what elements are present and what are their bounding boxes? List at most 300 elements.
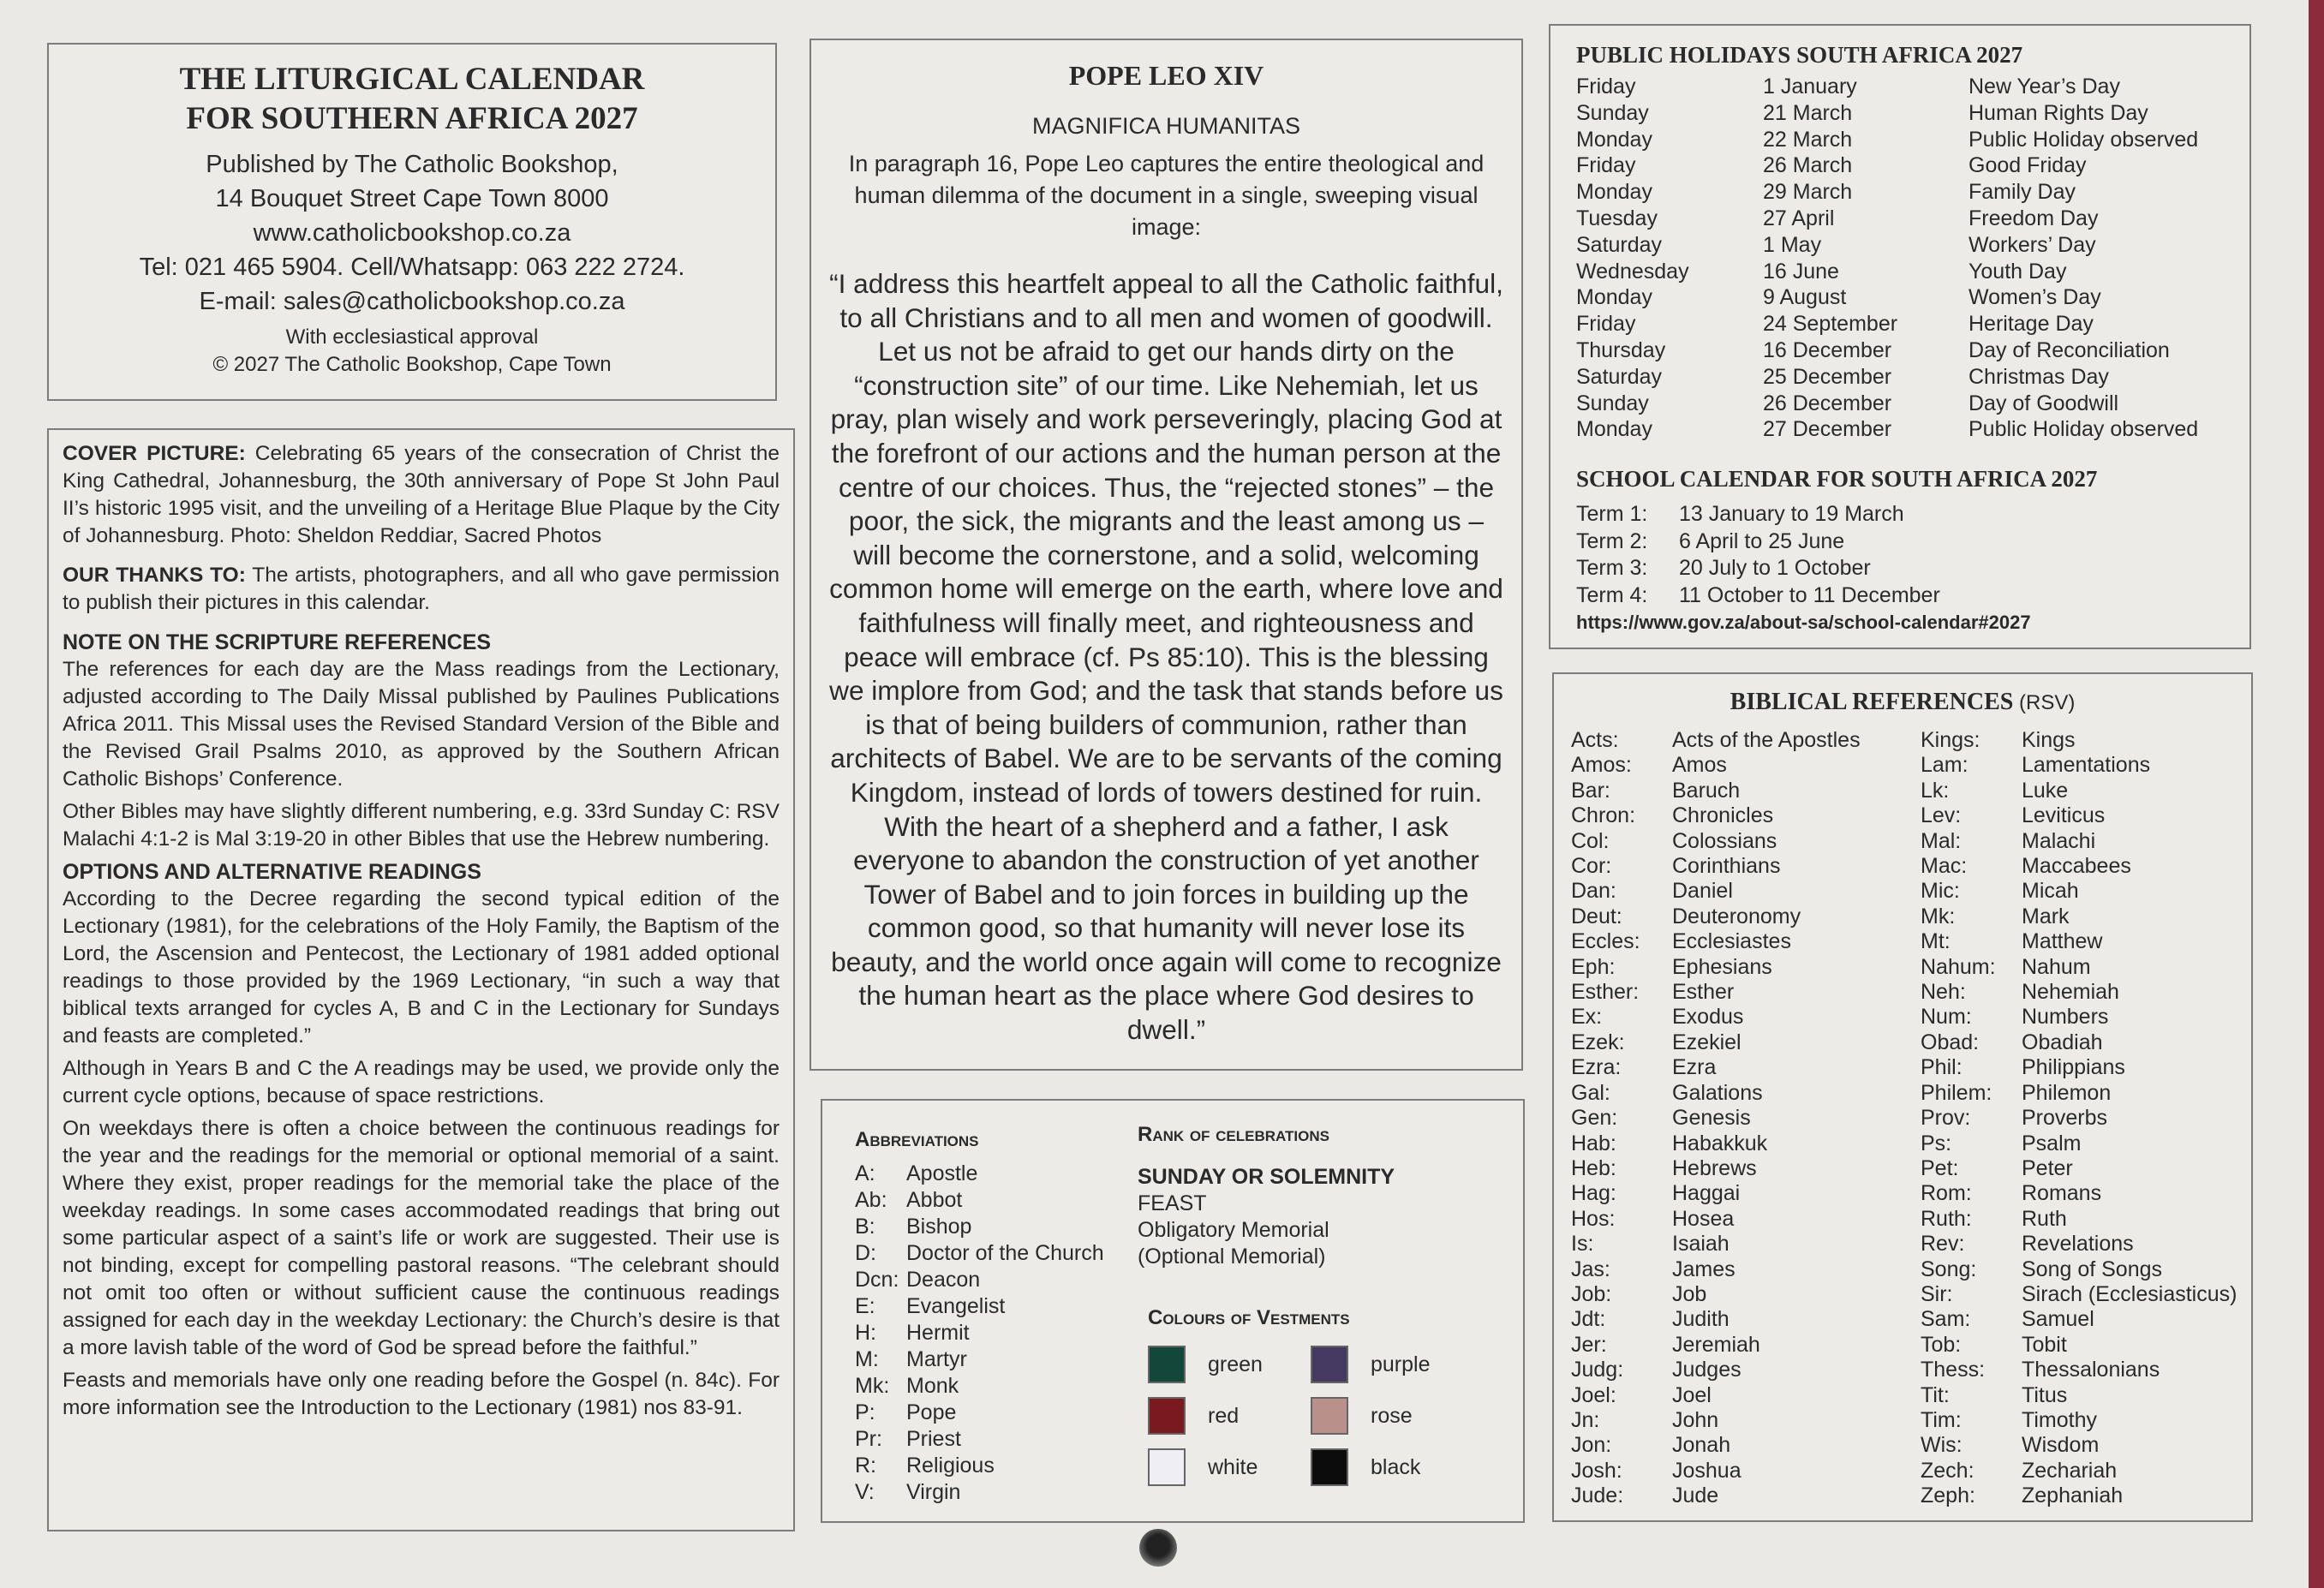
holidays-title: PUBLIC HOLIDAYS SOUTH AFRICA 2027 bbox=[1576, 42, 2023, 68]
book-row bbox=[1571, 1307, 1921, 1332]
abbreviation-row bbox=[855, 1400, 1146, 1426]
holiday-day: Wednesday bbox=[1576, 259, 1689, 284]
book-abbreviation: Zeph: bbox=[1921, 1484, 1975, 1508]
abbreviation-value: Virgin bbox=[906, 1480, 961, 1504]
term-dates: 11 October to 11 December bbox=[1679, 582, 1940, 607]
abbreviation-key: Mk: bbox=[855, 1374, 890, 1398]
abbreviation-row bbox=[855, 1161, 1146, 1187]
book-abbreviation: Bar: bbox=[1571, 778, 1610, 803]
abbreviation-key: A: bbox=[855, 1161, 875, 1185]
book-name: Genesis bbox=[1672, 1106, 1751, 1131]
pope-intro: In paragraph 16, Pope Leo captures the entire theological and human dilemma of the document in a single, sweeping visual image: bbox=[848, 151, 1485, 240]
book-row bbox=[1921, 1433, 2263, 1458]
options-paragraph-3: On weekdays there is often a choice between the continuous readings for the year and the readings for the memorial or optional memorial of a saint. Where they exist, proper readings for the memorial take the place of the weekday readings. In some cases accommodated readings that bring out some particular aspect of a saint’s life or work are suggested. Their use is not binding, except for compelling pastoral reasons. “The celebrant should not omit too often or without sufficient cause the continuous readings assigned for each day in the weekday Lectionary: the Church’s desire is that a more lavish table of the word of God be spread before the faithful.” bbox=[63, 1117, 780, 1359]
holiday-name: Family Day bbox=[1969, 180, 2076, 205]
colour-label: rose bbox=[1371, 1403, 1413, 1428]
holiday-date: 29 March bbox=[1763, 180, 1853, 205]
document-title: MAGNIFICA HUMANITAS bbox=[1031, 113, 1301, 139]
book-abbreviation: Jude: bbox=[1571, 1484, 1624, 1508]
colour-label: white bbox=[1208, 1454, 1258, 1479]
holiday-day: Saturday bbox=[1576, 364, 1663, 389]
abbreviation-key: Ab: bbox=[855, 1188, 887, 1212]
book-row bbox=[1921, 1408, 2263, 1433]
book-name: Exodus bbox=[1672, 1005, 1744, 1030]
book-row bbox=[1571, 803, 1921, 828]
book-row bbox=[1921, 753, 2263, 778]
term-dates: 6 April to 25 June bbox=[1679, 528, 1845, 553]
rank-obligatory: Obligatory Memorial bbox=[1138, 1218, 1329, 1242]
book-row bbox=[1571, 980, 1921, 1005]
book-abbreviation: Judg: bbox=[1571, 1358, 1624, 1382]
thanks-heading: OUR THANKS TO: bbox=[63, 564, 246, 587]
book-name: Lamentations bbox=[2022, 753, 2151, 778]
book-abbreviation: Tob: bbox=[1921, 1332, 1962, 1357]
calendar-edge bbox=[2309, 0, 2324, 1588]
bible-version: (RSV) bbox=[2013, 691, 2076, 714]
book-row bbox=[1921, 829, 2263, 854]
biblical-title-text: BIBLICAL REFERENCES bbox=[1730, 689, 2014, 715]
book-name: Timothy bbox=[2022, 1407, 2097, 1432]
book-row bbox=[1921, 1484, 2263, 1508]
thanks-note bbox=[63, 562, 780, 617]
book-abbreviation: Dan: bbox=[1571, 879, 1616, 904]
rank-optional: (Optional Memorial) bbox=[1138, 1245, 1326, 1269]
book-name: Song of Songs bbox=[2022, 1257, 2163, 1281]
book-abbreviation: Hab: bbox=[1571, 1131, 1616, 1155]
book-row bbox=[1571, 1156, 1921, 1181]
abbreviation-value: Abbot bbox=[906, 1188, 963, 1212]
book-name: Zechariah bbox=[2022, 1458, 2118, 1483]
school-title: SCHOOL CALENDAR FOR SOUTH AFRICA 2027 bbox=[1576, 466, 2098, 493]
book-name: Judges bbox=[1672, 1358, 1742, 1382]
pope-box bbox=[810, 39, 1523, 1071]
holiday-day: Thursday bbox=[1576, 337, 1666, 362]
vestment-colour-rose bbox=[1311, 1390, 1473, 1442]
book-name: Colossians bbox=[1672, 828, 1777, 853]
book-row bbox=[1571, 854, 1921, 879]
school-term-row bbox=[1576, 528, 2224, 556]
copyright-note: © 2027 The Catholic Bookshop, Cape Town bbox=[212, 353, 612, 376]
book-name: Psalm bbox=[2022, 1131, 2082, 1155]
book-name: Galations bbox=[1672, 1080, 1763, 1105]
holiday-day: Friday bbox=[1576, 312, 1636, 337]
book-abbreviation: Eph: bbox=[1571, 954, 1616, 979]
book-name: Hosea bbox=[1672, 1206, 1735, 1231]
book-abbreviation: Hos: bbox=[1571, 1206, 1616, 1231]
abbreviation-value: Priest bbox=[906, 1427, 961, 1451]
book-abbreviation: Acts: bbox=[1571, 728, 1619, 752]
book-name: Wisdom bbox=[2022, 1433, 2100, 1458]
book-abbreviation: Lam: bbox=[1921, 753, 1969, 778]
book-name: Haggai bbox=[1672, 1181, 1741, 1206]
book-row bbox=[1571, 1459, 1921, 1484]
colours-section bbox=[1148, 1306, 1508, 1493]
book-row bbox=[1921, 1459, 2263, 1484]
holiday-date: 22 March bbox=[1763, 127, 1853, 152]
holiday-day: Monday bbox=[1576, 127, 1652, 152]
vestment-colour-purple bbox=[1311, 1339, 1473, 1390]
holiday-day: Monday bbox=[1576, 417, 1652, 442]
holiday-name: Public Holiday observed bbox=[1969, 127, 2199, 152]
abbreviation-value: Hermit bbox=[906, 1321, 970, 1345]
cover-picture-text: Celebrating 65 years of the consecration of Christ the King Cathedral, Johannesburg, the 30th anniversary of Pope St John Paul II’s historic 1995 visit, and the unveiling of a Heritage Blue Plaque by the City of Johannesburg. Photo: Sheldon Reddiar, Sacred Photos bbox=[63, 442, 780, 547]
book-name: Jude bbox=[1672, 1484, 1719, 1508]
book-row bbox=[1571, 929, 1921, 954]
biblical-references-box bbox=[1552, 672, 2253, 1522]
colour-swatch bbox=[1311, 1448, 1348, 1486]
book-name: Habakkuk bbox=[1672, 1131, 1768, 1155]
abbreviation-value: Bishop bbox=[906, 1215, 972, 1239]
book-abbreviation: Tim: bbox=[1921, 1407, 1962, 1432]
colour-swatches bbox=[1148, 1339, 1508, 1493]
book-abbreviation: Jn: bbox=[1571, 1407, 1600, 1432]
abbreviation-value: Deacon bbox=[906, 1268, 981, 1292]
book-row bbox=[1571, 1383, 1921, 1408]
book-row bbox=[1571, 1358, 1921, 1382]
book-row bbox=[1571, 955, 1921, 980]
colour-label: purple bbox=[1371, 1352, 1431, 1376]
book-name: Romans bbox=[2022, 1181, 2102, 1206]
book-abbreviation: Nahum: bbox=[1921, 954, 1996, 979]
book-abbreviation: Mal: bbox=[1921, 828, 1962, 853]
holiday-name: New Year’s Day bbox=[1969, 75, 2120, 99]
book-row bbox=[1571, 1207, 1921, 1232]
book-row bbox=[1921, 1207, 2263, 1232]
book-row bbox=[1571, 829, 1921, 854]
book-row bbox=[1571, 1333, 1921, 1358]
book-name: Micah bbox=[2022, 879, 2079, 904]
book-abbreviation: Song: bbox=[1921, 1257, 1977, 1281]
book-abbreviation: Ezek: bbox=[1571, 1030, 1625, 1054]
book-row bbox=[1571, 1055, 1921, 1080]
abbreviation-key: H: bbox=[855, 1321, 876, 1345]
book-name: Isaiah bbox=[1672, 1232, 1730, 1257]
book-name: Zephaniah bbox=[2022, 1484, 2124, 1508]
publisher-name: Published by The Catholic Bookshop, bbox=[206, 151, 618, 178]
school-term-row bbox=[1576, 582, 2224, 610]
abbreviation-value: Pope bbox=[906, 1400, 957, 1424]
book-abbreviation: Rev: bbox=[1921, 1232, 1965, 1257]
abbreviation-key: M: bbox=[855, 1347, 879, 1371]
abbreviation-key: B: bbox=[855, 1215, 875, 1239]
book-row bbox=[1921, 1005, 2263, 1030]
holiday-date: 25 December bbox=[1763, 364, 1892, 389]
book-row bbox=[1921, 1081, 2263, 1106]
books-column-2 bbox=[1921, 728, 2263, 1509]
book-row bbox=[1571, 728, 1921, 753]
abbreviation-row bbox=[855, 1240, 1146, 1267]
term-label: Term 4: bbox=[1576, 582, 1648, 607]
book-abbreviation: Col: bbox=[1571, 828, 1610, 853]
holiday-name: Christmas Day bbox=[1969, 364, 2109, 389]
book-name: Daniel bbox=[1672, 879, 1733, 904]
book-abbreviation: Philem: bbox=[1921, 1080, 1992, 1105]
book-name: Amos bbox=[1672, 753, 1727, 778]
options-heading: OPTIONS AND ALTERNATIVE READINGS bbox=[63, 860, 481, 884]
book-row bbox=[1571, 1484, 1921, 1508]
book-row bbox=[1921, 1181, 2263, 1206]
book-name: Sirach (Ecclesiasticus) bbox=[2022, 1281, 2237, 1306]
holiday-day: Saturday bbox=[1576, 232, 1663, 257]
book-abbreviation: Job: bbox=[1571, 1281, 1612, 1306]
book-name: Baruch bbox=[1672, 778, 1741, 803]
book-row bbox=[1571, 1408, 1921, 1433]
book-name: Peter bbox=[2022, 1155, 2073, 1180]
colours-heading: Colours of Vestments bbox=[1148, 1306, 1350, 1329]
publisher-phone: Tel: 021 465 5904. Cell/Whatsapp: 063 222 2724. bbox=[139, 254, 685, 281]
book-abbreviation: Amos: bbox=[1571, 753, 1632, 778]
abbreviation-value: Monk bbox=[906, 1374, 959, 1398]
notes-box bbox=[47, 428, 795, 1531]
publisher-email[interactable]: E-mail: sales@catholicbookshop.co.za bbox=[199, 288, 625, 315]
book-abbreviation: Josh: bbox=[1571, 1458, 1622, 1483]
book-abbreviation: Tit: bbox=[1921, 1382, 1950, 1407]
book-name: Revelations bbox=[2022, 1232, 2134, 1257]
colour-label: black bbox=[1371, 1454, 1421, 1479]
book-name: John bbox=[1672, 1407, 1719, 1432]
holiday-date: 9 August bbox=[1763, 285, 1847, 310]
biblical-references-list bbox=[1571, 728, 2237, 1509]
book-name: Acts of the Apostles bbox=[1672, 728, 1861, 752]
term-label: Term 2: bbox=[1576, 528, 1648, 553]
book-row bbox=[1921, 1232, 2263, 1257]
abbreviation-row bbox=[855, 1293, 1146, 1320]
book-abbreviation: Gal: bbox=[1571, 1080, 1610, 1105]
term-label: Term 3: bbox=[1576, 556, 1648, 581]
book-abbreviation: Kings: bbox=[1921, 728, 1980, 752]
book-name: Malachi bbox=[2022, 828, 2096, 853]
holiday-date: 21 March bbox=[1763, 100, 1853, 125]
colour-label: green bbox=[1208, 1352, 1263, 1376]
abbreviation-row bbox=[855, 1320, 1146, 1346]
book-name: Thessalonians bbox=[2022, 1358, 2160, 1382]
book-row bbox=[1571, 1005, 1921, 1030]
book-abbreviation: Joel: bbox=[1571, 1382, 1616, 1407]
holidays-box bbox=[1549, 24, 2251, 649]
book-abbreviation: Ex: bbox=[1571, 1005, 1603, 1030]
book-abbreviation: Ps: bbox=[1921, 1131, 1952, 1155]
abbreviation-value: Doctor of the Church bbox=[906, 1241, 1104, 1265]
book-abbreviation: Jas: bbox=[1571, 1257, 1610, 1281]
book-row bbox=[1921, 1333, 2263, 1358]
book-name: Job bbox=[1672, 1281, 1707, 1306]
abbreviation-row bbox=[855, 1373, 1146, 1400]
book-name: Samuel bbox=[2022, 1307, 2094, 1332]
options-paragraph-4: Feasts and memorials have only one reading before the Gospel (n. 84c). For more information see the Introduction to the Lectionary (1981) nos 83-91. bbox=[63, 1369, 780, 1419]
holiday-name: Public Holiday observed bbox=[1969, 417, 2199, 442]
approval-note: With ecclesiastical approval bbox=[285, 325, 539, 349]
book-row bbox=[1571, 1030, 1921, 1055]
book-name: Ecclesiastes bbox=[1672, 929, 1791, 954]
abbreviation-row bbox=[855, 1267, 1146, 1293]
holiday-name: Day of Goodwill bbox=[1969, 391, 2119, 415]
book-row bbox=[1921, 803, 2263, 828]
book-row bbox=[1571, 1282, 1921, 1307]
cover-picture-heading: COVER PICTURE: bbox=[63, 442, 246, 465]
book-row bbox=[1921, 854, 2263, 879]
book-row bbox=[1571, 904, 1921, 929]
book-row bbox=[1921, 929, 2263, 954]
book-row bbox=[1571, 1232, 1921, 1257]
book-name: Titus bbox=[2022, 1382, 2068, 1407]
calendar-title-line2: FOR SOUTHERN AFRICA 2027 bbox=[186, 101, 638, 136]
abbreviation-key: Dcn: bbox=[855, 1268, 899, 1292]
holiday-date: 26 March bbox=[1763, 153, 1853, 178]
book-abbreviation: Sam: bbox=[1921, 1307, 1971, 1332]
vestment-colour-black bbox=[1311, 1442, 1473, 1493]
abbreviation-key: Pr: bbox=[855, 1427, 882, 1451]
book-row bbox=[1571, 753, 1921, 778]
colour-swatch bbox=[1148, 1397, 1186, 1435]
holiday-name: Workers’ Day bbox=[1969, 232, 2096, 257]
holiday-day: Tuesday bbox=[1576, 206, 1658, 230]
book-abbreviation: Zech: bbox=[1921, 1458, 1975, 1483]
book-abbreviation: Eccles: bbox=[1571, 929, 1640, 954]
book-name: Ezra bbox=[1672, 1055, 1717, 1080]
book-row bbox=[1571, 779, 1921, 803]
book-row bbox=[1921, 1055, 2263, 1080]
book-row bbox=[1921, 1030, 2263, 1055]
book-abbreviation: Cor: bbox=[1571, 854, 1612, 879]
term-label: Term 1: bbox=[1576, 502, 1648, 527]
book-name: Hebrews bbox=[1672, 1155, 1757, 1180]
book-row bbox=[1921, 1106, 2263, 1131]
holiday-day: Sunday bbox=[1576, 391, 1649, 415]
abbreviation-row bbox=[855, 1453, 1146, 1479]
book-row bbox=[1921, 1156, 2263, 1181]
book-abbreviation: Obad: bbox=[1921, 1030, 1980, 1054]
book-abbreviation: Phil: bbox=[1921, 1055, 1963, 1080]
book-name: Deuteronomy bbox=[1672, 904, 1801, 928]
scripture-paragraph-1: The references for each day are the Mass readings from the Lectionary, adjusted according to The Daily Missal published by Paulines Publications Africa 2011. This Missal uses the Revised Standard Version of the Bible and the Revised Grail Psalms 2010, as approved by the Southern African Catholic Bishops’ Conference. bbox=[63, 658, 780, 791]
book-name: Numbers bbox=[2022, 1005, 2109, 1030]
rank-heading: Rank of celebrations bbox=[1138, 1123, 1329, 1146]
options-paragraph-2: Although in Years B and C the A readings may be used, we provide only the current cycle options, because of space restrictions. bbox=[63, 1057, 780, 1107]
abbreviation-key: R: bbox=[855, 1454, 876, 1478]
abbreviation-value: Martyr bbox=[906, 1347, 967, 1371]
abbreviation-key: V: bbox=[855, 1480, 875, 1504]
options-paragraph-1: According to the Decree regarding the second typical edition of the Lectionary (1981), for the celebrations of the Holy Family, the Baptism of the Lord, the Ascension and Pentecost, the Lectionary of 1981 added optional readings to those provided by the 1969 Lectionary, “in such a way that biblical texts arranged for cycles A, B and C in the Lectionary for Sundays and feasts are completed.” bbox=[63, 887, 780, 1048]
book-row bbox=[1571, 1181, 1921, 1206]
book-abbreviation: Is: bbox=[1571, 1232, 1594, 1257]
book-name: Philippians bbox=[2022, 1055, 2125, 1080]
book-abbreviation: Neh: bbox=[1921, 980, 1966, 1005]
holiday-name: Day of Reconciliation bbox=[1969, 337, 2170, 362]
scripture-heading: NOTE ON THE SCRIPTURE REFERENCES bbox=[63, 630, 492, 654]
book-name: Proverbs bbox=[2022, 1106, 2108, 1131]
abbreviation-value: Evangelist bbox=[906, 1294, 1006, 1318]
book-name: James bbox=[1672, 1257, 1736, 1281]
holiday-day: Monday bbox=[1576, 180, 1652, 205]
book-name: Judith bbox=[1672, 1307, 1730, 1332]
book-row bbox=[1921, 980, 2263, 1005]
holiday-date: 24 September bbox=[1763, 312, 1898, 337]
holiday-date: 26 December bbox=[1763, 391, 1892, 415]
book-abbreviation: Mk: bbox=[1921, 904, 1956, 928]
book-abbreviation: Rom: bbox=[1921, 1181, 1972, 1206]
holiday-date: 16 June bbox=[1763, 259, 1839, 284]
holiday-date: 16 December bbox=[1763, 337, 1892, 362]
book-row bbox=[1571, 1257, 1921, 1282]
holiday-day: Sunday bbox=[1576, 100, 1649, 125]
books-column-1 bbox=[1571, 728, 1921, 1509]
holiday-name: Human Rights Day bbox=[1969, 100, 2148, 125]
holiday-day: Friday bbox=[1576, 75, 1636, 99]
abbreviations-heading: Abbreviations bbox=[855, 1128, 979, 1151]
book-abbreviation: Lk: bbox=[1921, 778, 1950, 803]
book-abbreviation: Hag: bbox=[1571, 1181, 1616, 1206]
book-row bbox=[1921, 904, 2263, 929]
book-name: Tobit bbox=[2022, 1332, 2067, 1357]
book-name: Nehemiah bbox=[2022, 980, 2119, 1005]
abbreviation-value: Apostle bbox=[906, 1161, 978, 1185]
holiday-name: Youth Day bbox=[1969, 259, 2067, 284]
colour-swatch bbox=[1311, 1397, 1348, 1435]
book-abbreviation: Jer: bbox=[1571, 1332, 1607, 1357]
book-name: Joshua bbox=[1672, 1458, 1742, 1483]
term-dates: 20 July to 1 October bbox=[1679, 556, 1871, 581]
book-abbreviation: Jon: bbox=[1571, 1433, 1612, 1458]
holiday-name: Freedom Day bbox=[1969, 206, 2099, 230]
book-abbreviation: Mac: bbox=[1921, 854, 1968, 879]
holiday-name: Heritage Day bbox=[1969, 312, 2094, 337]
book-abbreviation: Mic: bbox=[1921, 879, 1960, 904]
rank-feast: FEAST bbox=[1138, 1191, 1207, 1215]
book-row bbox=[1921, 728, 2263, 753]
book-name: Maccabees bbox=[2022, 854, 2131, 879]
calendar-title-line1: THE LITURGICAL CALENDAR bbox=[179, 62, 645, 97]
abbreviation-row bbox=[855, 1479, 1146, 1506]
book-abbreviation: Gen: bbox=[1571, 1106, 1618, 1131]
holiday-day: Monday bbox=[1576, 285, 1652, 310]
scripture-paragraph-2: Other Bibles may have slightly different numbering, e.g. 33rd Sunday C: RSV Malachi 4:1-2 is Mal 3:19-20 in other Bibles that use the Hebrew numbering. bbox=[63, 800, 780, 851]
book-row bbox=[1921, 779, 2263, 803]
book-abbreviation: Lev: bbox=[1921, 803, 1962, 828]
book-name: Luke bbox=[2022, 778, 2069, 803]
book-row bbox=[1921, 1257, 2263, 1282]
vestment-colour-white bbox=[1148, 1442, 1311, 1493]
book-name: Esther bbox=[1672, 980, 1735, 1005]
vestment-colour-green bbox=[1148, 1339, 1311, 1390]
book-name: Corinthians bbox=[1672, 854, 1781, 879]
holiday-name: Good Friday bbox=[1969, 153, 2087, 178]
thanks-text: The artists, photographers, and all who gave permission to publish their pictures in this calendar. bbox=[63, 564, 780, 614]
book-abbreviation: Mt: bbox=[1921, 929, 1951, 954]
legend-box bbox=[821, 1099, 1525, 1523]
holiday-day: Friday bbox=[1576, 153, 1636, 178]
book-row bbox=[1571, 1106, 1921, 1131]
abbreviation-key: E: bbox=[855, 1294, 875, 1318]
school-calendar-link[interactable]: https://www.gov.za/about-sa/school-calendar#2027 bbox=[1576, 612, 2031, 634]
book-abbreviation: Wis: bbox=[1921, 1433, 1963, 1458]
publisher-address: 14 Bouquet Street Cape Town 8000 bbox=[215, 185, 609, 212]
holidays-table bbox=[1576, 74, 2224, 443]
book-row bbox=[1921, 1358, 2263, 1382]
colour-swatch bbox=[1148, 1448, 1186, 1486]
abbreviation-value: Religious bbox=[906, 1454, 995, 1478]
book-row bbox=[1921, 1307, 2263, 1332]
abbreviation-key: P: bbox=[855, 1400, 875, 1424]
cover-picture-note bbox=[63, 440, 780, 550]
holiday-name: Women’s Day bbox=[1969, 285, 2101, 310]
abbreviation-row bbox=[855, 1214, 1146, 1240]
book-row bbox=[1921, 1282, 2263, 1307]
abbreviation-row bbox=[855, 1187, 1146, 1214]
publisher-website[interactable]: www.catholicbookshop.co.za bbox=[253, 219, 571, 247]
pope-quote: “I address this heartfelt appeal to all the Catholic faithful, to all Christians and to all men and women of goodwill. Let us not be afraid to get our hands dirty on the “construction site” of our time. Like Nehemiah, let us pray, plan wisely and work perseveringly, placing God at the forefront of our actions and the human person at the centre of our choices. Thus, the “rejected stones” – the poor, the sick, the migrants and the least among us – will become the cornerstone, and a solid, welcoming common home will emerge on the earth, where love and faithfulness will finally meet, and righteousness and peace will embrace (cf. Ps 85:10). This is the blessing we implore from God; and the task that stands before us is that of being builders of communion, rather than architects of Babel. We are to be servants of the coming Kingdom, instead of lords of towers destined for ruin. With the heart of a shepherd and a father, I ask everyone to abandon the construction of yet another Tower of Babel and to join forces in building up the common good, so that humanity will never lose its beauty, and the world once again will come to recognize the human heart as the place where God desires to dwell.” bbox=[829, 268, 1503, 1046]
abbreviation-row bbox=[855, 1346, 1146, 1373]
book-name: Joel bbox=[1672, 1382, 1712, 1407]
